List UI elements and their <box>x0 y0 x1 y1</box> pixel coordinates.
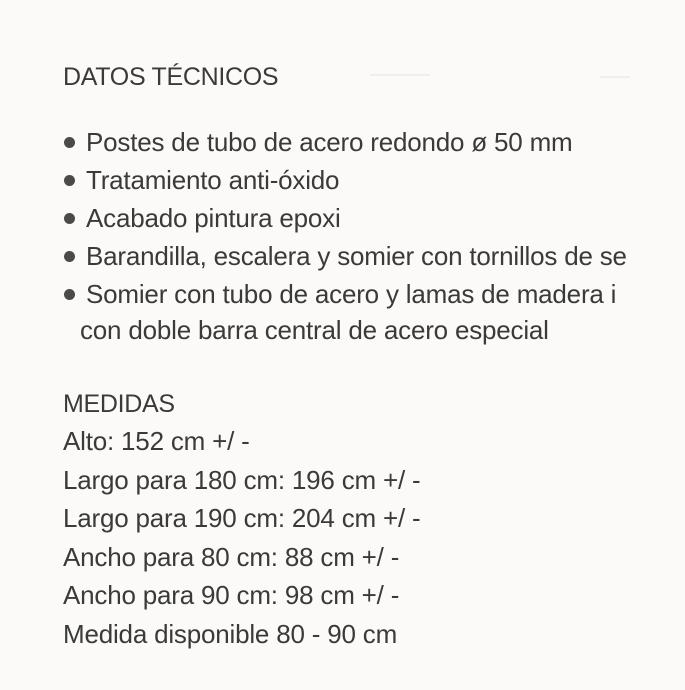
bullet-dot-icon <box>64 213 75 224</box>
measure-item: Ancho para 90 cm: 98 cm +/ - <box>63 580 400 610</box>
bullet-item <box>62 275 685 313</box>
bullet-item <box>62 123 685 161</box>
bullet-dot-icon <box>64 175 75 186</box>
measure-item: Largo para 180 cm: 196 cm +/ - <box>63 464 421 495</box>
bullet-dot-icon <box>64 289 75 300</box>
measures-heading: MEDIDAS <box>63 390 175 418</box>
technical-data-heading: DATOS TÉCNICOS <box>63 63 279 91</box>
bullet-item <box>62 199 685 237</box>
bullet-item <box>62 161 685 199</box>
bullet-text: Acabado pintura epoxi <box>86 203 341 233</box>
measure-item: Ancho para 80 cm: 88 cm +/ - <box>63 541 400 572</box>
bullet-dot-icon <box>64 251 75 262</box>
bullet-dot-icon <box>64 137 75 148</box>
bullet-text: Somier con tubo de acero y lamas de madera i <box>86 279 617 309</box>
measure-item: Alto: 152 cm +/ - <box>63 426 250 456</box>
measures-list <box>63 422 420 653</box>
scan-speck <box>600 76 630 78</box>
bullet-text: Postes de tubo de acero redondo ø 50 mm <box>86 127 573 157</box>
measure-item: Medida disponible 80 - 90 cm <box>63 618 398 649</box>
measure-item: Largo para 190 cm: 204 cm +/ - <box>63 503 421 533</box>
bullet-text: Tratamiento anti-óxido <box>86 165 340 195</box>
bullet-item <box>62 237 685 275</box>
scan-speck <box>370 74 430 76</box>
bullet-continuation-text: con doble barra central de acero especial <box>80 315 549 345</box>
technical-bullet-list <box>62 123 685 313</box>
bullet-text: Barandilla, escalera y somier con tornillos de se <box>86 241 627 271</box>
